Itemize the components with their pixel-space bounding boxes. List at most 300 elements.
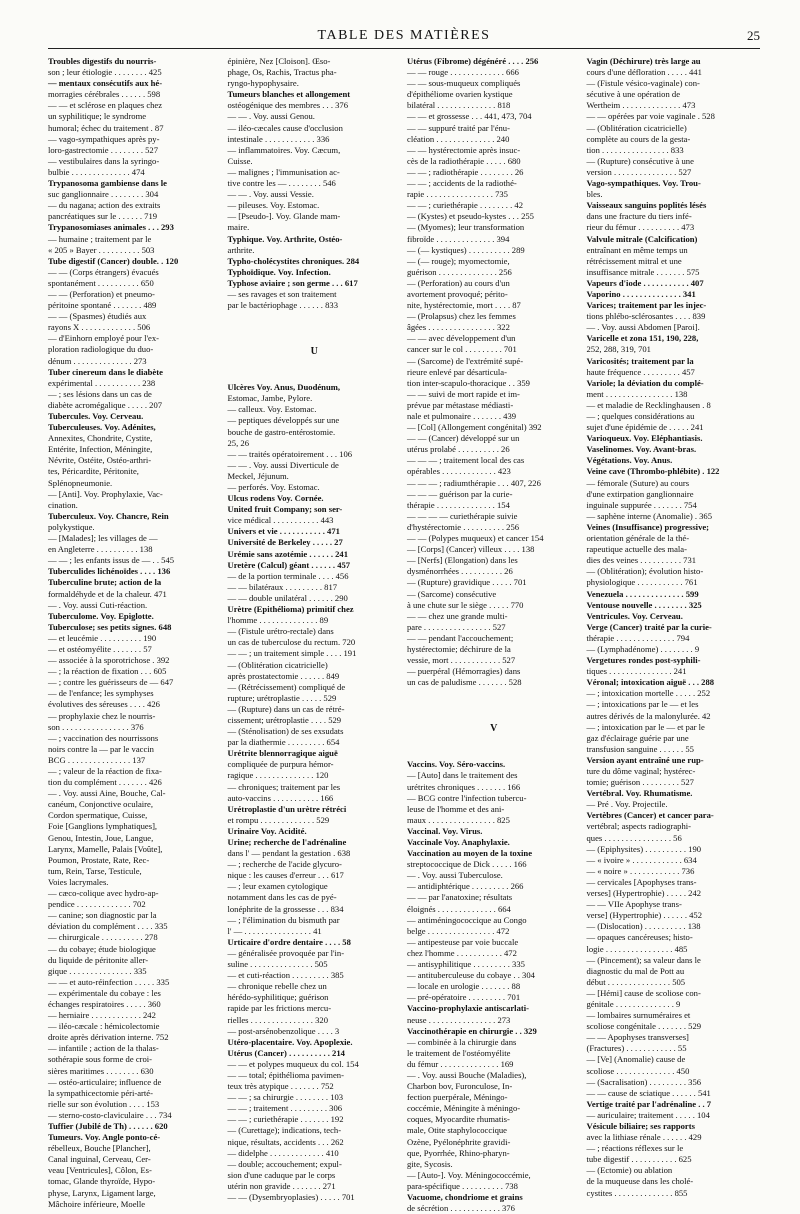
index-entry: — — et auto-réinfection . . . . . 335 <box>48 976 170 987</box>
index-entry: morragies cérébrales . . . . . . 598 <box>48 89 161 100</box>
index-entry: Vertige traité par l'adrénaline . . 7 <box>586 1098 712 1109</box>
index-entry: Entérite, Infection, Méningite, <box>48 444 153 455</box>
index-entry: — [Nerfs] (Elongation) dans les <box>407 555 518 566</box>
index-entry: — (— rouge); myomectomie, <box>407 255 510 266</box>
index-entry: — [Anti]. Voy. Prophylaxie, Vac- <box>48 488 163 499</box>
index-entry: son . . . . . . . . . . . . . . . . 376 <box>48 721 144 732</box>
index-entry: Estomac, Jambe, Pylore. <box>227 393 313 404</box>
index-entry: rieure enlevé par désarticula- <box>407 366 507 377</box>
index-entry: — antiméningococcique au Congo <box>407 914 527 925</box>
index-entry: auto-vaccins . . . . . . . . . . . 166 <box>227 792 334 803</box>
index-entry: — ; vaccination des nourrissons <box>48 732 159 743</box>
index-entry: verse] (Hypertrophie) . . . . . . 452 <box>586 910 703 921</box>
index-entry: génitale . . . . . . . . . . . . . . 9 <box>586 998 681 1009</box>
index-entry: — perforés. Voy. Estomac. <box>227 482 320 492</box>
index-entry: — [Malades]; les villages de — <box>48 533 158 544</box>
index-entry: — antidiphtérique . . . . . . . . . 266 <box>407 881 524 892</box>
index-entry: Voies lacrymales. <box>48 876 109 887</box>
index-entry: — — hystérectomie après insuc- <box>407 144 521 155</box>
index-entry: — antipesteuse par voie buccale <box>407 936 519 947</box>
index-entry: — — pendant l'accouchement; <box>407 632 514 643</box>
index-entry: — antisyphilitique . . . . . . . . . 335 <box>407 959 525 970</box>
index-entry: — — ; traitement . . . . . . . . . 306 <box>227 1103 343 1114</box>
index-entry: — et maladie de Recklinghausen . 8 <box>586 399 711 410</box>
index-entry: polykystique. <box>48 521 95 532</box>
index-entry: — — total; épithélioma pavimen- <box>227 1069 344 1080</box>
index-entry: Vertèbres (Cancer) et cancer para- <box>586 810 714 821</box>
index-entry: phage, Os, Rachis, Tractus pha- <box>227 67 337 78</box>
index-entry: Ventricules. Voy. Cerveau. <box>586 610 683 621</box>
index-entry: 25, 26 <box>227 437 249 448</box>
index-entry: — (Rupture) consécutive à une <box>586 155 694 166</box>
index-entry: Tumeurs. Voy. Angle ponto-cé- <box>48 1132 161 1143</box>
index-entry: scoliose . . . . . . . . . . . . . . 450 <box>586 1065 690 1076</box>
index-entry: hystérectomie; déchirure de la <box>407 643 511 654</box>
index-entry: rapeutique actuelle des mala- <box>586 544 687 555</box>
index-entry: Foie [Ganglions lymphatiques], <box>48 821 158 832</box>
index-entry: vessie, mort . . . . . . . . . . . . 527 <box>407 655 516 666</box>
index-entry: — opaques cancéreuses; histo- <box>586 932 693 943</box>
index-entry: Tuberculome. Voy. Epiglotte. <box>48 610 154 621</box>
index-entry: — . Voy. aussi Bouche (Maladies), <box>407 1069 527 1080</box>
index-entry: — associée à la sporotrichose . 392 <box>48 655 170 666</box>
index-entry: prévue par métastase médiasti- <box>407 399 514 410</box>
index-entry: cès de la radiothérapie . . . . . 680 <box>407 155 521 166</box>
index-entry: Ozène, Pyélonéphrite gravidi- <box>407 1136 511 1147</box>
index-entry: rieur du fémur . . . . . . . . . . 473 <box>586 222 695 233</box>
index-entry: pendice . . . . . . . . . . . . . 702 <box>48 899 146 910</box>
index-entry: humoral; échec du traitement . 87 <box>48 122 164 133</box>
index-entry: — (Kystes) et pseudo-kystes . . . 255 <box>407 211 534 222</box>
index-entry: nale et pulmonaire . . . . . . . 439 <box>407 411 517 421</box>
index-entry: scoliose congénitale . . . . . . . 529 <box>586 1021 702 1032</box>
index-entry: coques, Myocardite rhumatis- <box>407 1114 510 1125</box>
index-entry: sion d'une caduque par le corps <box>227 1169 336 1180</box>
index-entry: — locale en urologie . . . . . . . 88 <box>407 981 521 992</box>
index-entry: Utérus (Fibrome) dégénéré . . . . 256 <box>407 56 539 66</box>
index-entry: — prophylaxie chez le nourris- <box>48 710 156 721</box>
index-entry: — antituberculeuse du cobaye . . 304 <box>407 970 535 981</box>
index-entry: — — — ; traitement local des cas <box>407 455 525 466</box>
index-entry: — double; accouchement; expul- <box>227 1158 342 1169</box>
spacer <box>407 748 581 759</box>
index-entry: de la muqueuse dans les cholé- <box>586 1176 694 1187</box>
index-entry: canéum, Conjonctive oculaire, <box>48 799 153 810</box>
index-entry: cléation . . . . . . . . . . . . . . 240 <box>407 133 510 144</box>
index-entry: — herniaire . . . . . . . . . . . . 242 <box>48 1010 156 1021</box>
index-entry: cination. <box>48 499 78 510</box>
index-columns <box>48 56 760 1214</box>
index-entry: entraînant en même temps un <box>586 244 688 255</box>
index-entry: — ; valeur de la réaction de fixa- <box>48 766 162 776</box>
index-entry: — sterno-costo-claviculaire . . . 734 <box>48 1109 172 1120</box>
index-entry: Vaccinothérapie en chirurgie . . 329 <box>407 1025 537 1036</box>
index-entry: — « ivoire » . . . . . . . . . . . . 634 <box>586 854 697 865</box>
index-entry: Charbon bov, Furonculose, In- <box>407 1081 513 1092</box>
index-entry: — (Perforation) au cours d'un <box>407 277 510 288</box>
index-entry: — Pré . Voy. Projectile. <box>586 799 668 810</box>
index-entry: Valvule mitrale (Calcification) <box>586 233 698 244</box>
index-entry: Vapeurs d'iode . . . . . . . . . . . 407 <box>586 277 704 288</box>
index-entry: Typho-cholécystites chroniques. 284 <box>227 255 360 266</box>
index-entry: Typhoïdique. Voy. Infection. <box>227 266 331 277</box>
index-entry: Vaccinal. Voy. Virus. <box>407 825 483 836</box>
index-entry: Vaccino-prophylaxie antiscarlati- <box>407 1003 529 1014</box>
index-entry: maux . . . . . . . . . . . . . . . . 825 <box>407 814 510 825</box>
index-entry: 252, 288, 319, 701 <box>586 344 651 355</box>
index-entry: son ; leur étiologie . . . . . . . . 425 <box>48 67 162 78</box>
index-entry: Troubles digestifs du nourris- <box>48 56 157 66</box>
index-entry: — — Apophyses transverses] <box>586 1032 689 1043</box>
index-entry: — — (Polypes muqueux) et cancer 154 <box>407 533 544 544</box>
index-entry: Veine cave (Thrombo-phlébite) . 122 <box>586 466 720 477</box>
index-entry: Vaisseaux sanguins poplités lésés <box>586 200 707 211</box>
index-entry: Vertébral. Voy. Rhumatisme. <box>586 788 693 799</box>
index-entry: — (— kystiques) . . . . . . . . . . 289 <box>407 244 525 255</box>
index-entry: Vagin (Déchirure) très large au <box>586 56 701 66</box>
index-entry: Univers et vie . . . . . . . . . . . 471 <box>227 526 340 537</box>
index-entry: Vago-sympathiques. Voy. Trou- <box>586 178 701 189</box>
index-entry: — ; intoxication mortelle . . . . . 252 <box>586 688 711 699</box>
index-entry: — — sous-muqueux compliqués <box>407 78 521 89</box>
index-entry: à une chute sur le siège . . . . . 770 <box>407 599 524 610</box>
index-entry: — [Pseudo-]. Voy. Glande mam- <box>227 211 341 222</box>
index-entry: expérimental . . . . . . . . . . . 238 <box>48 377 156 388</box>
index-entry: Vésicule biliaire; ses rapports <box>586 1121 695 1131</box>
index-entry: — (Sarcome) de l'extrémité supé- <box>407 355 524 366</box>
index-entry: — — cause de sciatique . . . . . . 541 <box>586 1087 711 1098</box>
index-entry: Larynx, Mamelle, Palais [Voûte], <box>48 843 163 854</box>
index-entry: — — suivi de mort rapide et im- <box>407 388 520 399</box>
index-entry: épinière, Nez [Cloison]. Œso- <box>227 56 331 66</box>
index-entry: — — et polypes muqueux du col. 154 <box>227 1058 359 1069</box>
index-entry: Wertheim . . . . . . . . . . . . . . 473 <box>586 100 696 111</box>
index-entry: — — par l'anatoxine; résultats <box>407 892 513 903</box>
index-entry: coccémie, Méningite à méningo- <box>407 1103 521 1114</box>
index-entry: — ; contre les guérisseurs de — 647 <box>48 677 174 688</box>
index-entry: — (Fistule urétro-rectale) dans <box>227 626 334 637</box>
index-entry: Typhique. Voy. Arthrite, Ostéo- <box>227 233 343 244</box>
index-entry: haute fréquence . . . . . . . . . 457 <box>586 366 695 377</box>
index-entry: — et cuti-réaction . . . . . . . . . 385 <box>227 970 344 981</box>
index-entry: — — — ; radiumthérapie . . . 407, 226 <box>407 477 541 488</box>
spacer <box>228 371 402 382</box>
index-entry: d'épithéliome ovarien kystique <box>407 89 513 100</box>
index-entry: — — ; accidents de la radiothé- <box>407 178 517 189</box>
index-entry: version . . . . . . . . . . . . . . . 527 <box>586 166 692 177</box>
index-entry: — (Oblitération); évolution histo- <box>586 566 704 577</box>
index-entry: physe, Larynx, Ligament large, <box>48 1187 156 1198</box>
index-entry: tion inter-scapulo-thoracique . . 359 <box>407 377 530 388</box>
index-entry: — ; ses lésions dans un cas de <box>48 388 152 399</box>
index-entry: après prostatectomie . . . . . . 849 <box>227 670 340 681</box>
index-entry: ques . . . . . . . . . . . . . . . . 56 <box>586 832 682 843</box>
index-entry: — vago-sympathiques après py- <box>48 133 160 144</box>
index-entry: — (Prolapsus) chez les femmes <box>407 311 516 322</box>
index-entry: — humaine ; traitement par le <box>48 233 152 244</box>
index-entry: Urémie sans azotémie . . . . . . 241 <box>227 548 349 559</box>
index-entry: « 205 » Bayer . . . . . . . . . . 503 <box>48 244 155 255</box>
index-entry: — [Ve] (Anomalie) cause de <box>586 1054 686 1065</box>
index-entry: cissement; urétroplastie . . . . 529 <box>227 714 342 725</box>
index-entry: Canal inguinal, Cerveau, Cer- <box>48 1154 151 1165</box>
index-entry: tomac, Glande thyroïde, Hypo- <box>48 1176 156 1187</box>
index-entry: rielle sur son évolution . . . . 153 <box>48 1098 160 1109</box>
index-entry: Vacuome, chondriome et grains <box>407 1192 523 1202</box>
index-entry: — combinée à la chirurgie dans <box>407 1036 517 1047</box>
index-entry: éloignés . . . . . . . . . . . . . . 664 <box>407 903 511 914</box>
index-entry: l' — . . . . . . . . . . . . . . . . 41 <box>227 925 322 936</box>
index-entry: diagnostic du mal de Pott au <box>586 965 685 976</box>
index-entry: gique . . . . . . . . . . . . . . . 335 <box>48 965 147 976</box>
index-entry: sières maritimes . . . . . . . . 630 <box>48 1065 154 1076</box>
spacer <box>228 322 402 333</box>
index-entry: — iléo-cæcale : hémicolectomie <box>48 1021 160 1032</box>
index-entry: — ; quelques considérations au <box>586 411 695 421</box>
section-letter: V <box>490 723 498 735</box>
index-entry: insuffisance mitrale . . . . . . . 575 <box>586 266 700 277</box>
index-entry: male, Otite staphylococcique <box>407 1125 507 1136</box>
index-entry: — BCG contre l'infection tubercu- <box>407 792 527 803</box>
section-letter: U <box>310 346 318 358</box>
index-entry: cystites . . . . . . . . . . . . . . 855 <box>586 1187 688 1198</box>
index-entry: — d'Einhorn employé pour l'ex- <box>48 333 159 344</box>
index-entry: échanges respiratoires . . . . . 360 <box>48 998 161 1009</box>
index-entry: ploration radiologique du duo- <box>48 344 154 355</box>
index-entry: Uretère (Calcul) géant . . . . . . 457 <box>227 559 351 570</box>
index-entry: Annexites, Chondrite, Cystite, <box>48 433 153 444</box>
index-entry: vice médical . . . . . . . . . . . 443 <box>227 515 334 526</box>
index-entry: bouche de gastro-entérostomie. <box>227 426 336 437</box>
index-entry: — inflammatoires. Voy. Cæcum, <box>227 144 341 155</box>
index-entry: — chronique rebelle chez un <box>227 981 327 992</box>
index-entry: — ; intoxication par le — et par le <box>586 721 705 732</box>
index-entry: ostéogénique des membres . . . 376 <box>227 100 349 111</box>
page-title: TABLE DES MATIÈRES <box>317 28 491 43</box>
index-entry: Végétations. Voy. Anus. <box>586 455 673 466</box>
index-entry: — (Sténolisation) de ses exsudats <box>227 726 344 737</box>
index-entry: — — . Voy. aussi Vessie. <box>227 189 314 200</box>
index-entry: guérison . . . . . . . . . . . . . . 256 <box>407 266 512 277</box>
index-entry: — pré-opératoire . . . . . . . . . 701 <box>407 992 521 1003</box>
index-entry: orientation générale de la thé- <box>586 533 690 544</box>
index-entry: Urétrite blennorragique aiguë <box>227 748 338 759</box>
index-entry: Urètre (Epithélioma) primitif chez <box>227 604 354 615</box>
index-entry: — pileuses. Voy. Estomac. <box>227 200 320 211</box>
index-entry: par le bactériophage . . . . . . 833 <box>227 300 338 311</box>
index-entry: ment . . . . . . . . . . . . . . . . 138 <box>586 388 688 399</box>
index-entry: bilatéral . . . . . . . . . . . . . . 818 <box>407 100 511 111</box>
index-entry: pancréatiques sur le . . . . . . 719 <box>48 211 158 222</box>
index-entry: évolutives des séreuses . . . . 426 <box>48 699 160 710</box>
index-entry: — — ; sa chirurgie . . . . . . . . 103 <box>227 1092 344 1103</box>
index-entry: dénum . . . . . . . . . . . . . . 273 <box>48 355 147 366</box>
index-entry: physiologique . . . . . . . . . . . 761 <box>586 577 698 588</box>
index-entry: dans une fracture du tiers infé- <box>586 211 692 222</box>
index-entry: formaldéhyde et de la chaleur. 471 <box>48 588 167 599</box>
index-entry: Vaccinale Voy. Anaphylaxie. <box>407 837 510 847</box>
index-entry: Trypanosoma gambiense dans le <box>48 178 167 189</box>
index-entry: — (Sacralisation) . . . . . . . . . 356 <box>586 1076 702 1087</box>
index-entry: transfusion sanguine . . . . . . 55 <box>586 743 694 754</box>
index-entry: Vaccins. Voy. Séro-vaccins. <box>407 759 506 770</box>
index-entry: sothérapie sous forme de croi- <box>48 1054 153 1065</box>
index-entry: péritoine spontané . . . . . . . 489 <box>48 300 157 311</box>
index-entry: — . Voy. aussi Abdomen [Paroi]. <box>586 322 700 333</box>
index-entry: ragique . . . . . . . . . . . . . . 120 <box>227 770 329 781</box>
index-entry: Tubercules. Voy. Cerveau. <box>48 411 144 421</box>
index-column-3 <box>407 56 581 1214</box>
index-entry: — et ostéomyélite . . . . . . . 57 <box>48 643 152 654</box>
index-entry: para-spécifique . . . . . . . . . . 738 <box>407 1180 518 1191</box>
index-entry: notamment dans les cas de pyé- <box>227 892 337 903</box>
index-entry: thérapie . . . . . . . . . . . . . . 794 <box>586 632 690 643</box>
index-entry: âgées . . . . . . . . . . . . . . . . 322 <box>407 322 510 333</box>
index-entry: de sécrétion . . . . . . . . . . . . 376 <box>407 1203 515 1214</box>
index-entry: — ostéo-articulaire; influence de <box>48 1076 162 1087</box>
index-entry: — auriculaire; traitement . . . . . 104 <box>586 1109 710 1120</box>
index-entry: Utéro-placentaire. Voy. Apoplexie. <box>227 1036 353 1047</box>
index-entry: — iléo-cæcales cause d'occlusion <box>227 122 343 133</box>
index-entry: — de la portion terminale . . . . 456 <box>227 570 349 581</box>
index-entry: — ; leur examen cytologique <box>227 881 328 892</box>
index-entry: — — ; radiothérapie . . . . . . . . 26 <box>407 166 524 177</box>
index-entry: — (Oblitération cicatricielle) <box>227 659 328 670</box>
index-entry: Varicosités; traitement par la <box>586 355 694 366</box>
index-entry: — malignes ; l'immunisation ac- <box>227 166 340 177</box>
index-entry: — (Rupture) gravidique . . . . . 701 <box>407 577 527 588</box>
index-entry: ryngo-hypophysaire. <box>227 78 299 89</box>
index-entry: Névrite, Ostéite, Ostéo-arthri- <box>48 455 152 466</box>
index-entry: bles. <box>586 189 603 200</box>
index-entry: dies des veines . . . . . . . . . . 731 <box>586 555 697 566</box>
index-entry: — « noire » . . . . . . . . . . . . 736 <box>586 865 695 876</box>
index-entry: urétrites chroniques . . . . . . . 166 <box>407 781 521 792</box>
index-entry: — et leucémie . . . . . . . . . . 190 <box>48 632 157 643</box>
index-column-2 <box>227 56 402 1202</box>
index-entry: — (Oblitération cicatricielle) <box>586 122 687 133</box>
index-entry: — — et sclérose en plaques chez <box>48 100 163 111</box>
index-entry: — ; la réaction de fixation . . . 605 <box>48 666 167 677</box>
index-entry: fibroïde . . . . . . . . . . . . . . 394 <box>407 233 510 244</box>
index-entry: début . . . . . . . . . . . . . . . 505 <box>586 976 686 987</box>
spacer <box>407 688 581 699</box>
index-entry: Urétroplastie d'un urètre rétréci <box>227 803 347 814</box>
index-entry: United fruit Company; son ser- <box>227 504 343 515</box>
index-entry: Véronal; intoxication aiguë . . . 288 <box>586 677 715 688</box>
index-entry: — — suppuré traité par l'énu- <box>407 122 510 133</box>
index-entry: ture du dôme vaginal; hystérec- <box>586 766 696 776</box>
index-entry: — ; réactions réflexes sur le <box>586 1143 684 1154</box>
index-entry: — — ; curiethérapie . . . . . . . . 42 <box>407 200 523 211</box>
index-entry: suc ganglionnaire . . . . . . . . 304 <box>48 189 159 200</box>
index-entry: rayons X . . . . . . . . . . . . . 506 <box>48 322 151 333</box>
index-entry: — [Auto] dans le traitement des <box>407 770 518 781</box>
index-entry: Venezuela . . . . . . . . . . . . . . 599 <box>586 588 699 599</box>
index-entry: — — (Cancer) développé sur un <box>407 433 520 444</box>
index-entry: rébelleux, Bouche [Plancher], <box>48 1143 151 1154</box>
index-entry: par la diathermie . . . . . . . . . 654 <box>227 737 340 748</box>
index-entry: Tuberculose; ses petits signes. 648 <box>48 621 172 632</box>
index-entry: — (Rétrécissement) compliqué de <box>227 681 346 692</box>
index-entry: cancer sur le col . . . . . . . . . 701 <box>407 344 517 355</box>
index-entry: nite, hystérectomie, mort . . . . 87 <box>407 300 521 311</box>
index-entry: — lombaires surnuméraires et <box>586 1010 691 1021</box>
index-entry: verses] (Hypertrophie) . . . . . 242 <box>586 888 702 899</box>
index-entry: Tuberculine brute; action de la <box>48 577 162 588</box>
index-entry: — [Corps] (Cancer) villeux . . . . 138 <box>407 544 535 555</box>
spacer <box>407 699 581 710</box>
index-entry: sécutive à une opération de <box>586 89 681 100</box>
index-entry: — — VIIe Apophyse trans- <box>586 899 682 910</box>
index-entry: opérables . . . . . . . . . . . . . 423 <box>407 466 511 477</box>
index-entry: — canine; son diagnostic par la <box>48 910 157 921</box>
index-entry: — ; l'élimination du bismuth par <box>227 914 340 925</box>
index-entry: un cas de paludisme . . . . . . . 528 <box>407 677 522 688</box>
index-entry: Tumeurs blanches et allongement <box>227 89 351 100</box>
index-entry: — — — guérison par la curie- <box>407 488 513 499</box>
index-entry: — du cobaye; étude biologique <box>48 943 156 954</box>
index-entry: — — ; curiethérapie . . . . . . . 192 <box>227 1114 344 1125</box>
index-entry: — vestibulaires dans la syringo- <box>48 155 160 166</box>
index-entry: intestinale . . . . . . . . . . . . 336 <box>227 133 330 144</box>
index-entry: — (Sarcome) consécutive <box>407 588 497 599</box>
index-entry: Vaporino . . . . . . . . . . . . . . 341 <box>586 288 696 299</box>
index-entry: — infantile ; action de la thalas- <box>48 1043 159 1054</box>
index-entry: — [Col] (Allongement congénital) 392 <box>407 422 542 433</box>
index-entry: rétrécissement mitral et une <box>586 255 682 266</box>
index-entry: suline . . . . . . . . . . . . . . . 505 <box>227 959 328 970</box>
index-entry: Trypanosomiases animales . . . 293 <box>48 222 174 233</box>
index-entry: fection puerpérale, Méningo- <box>407 1092 508 1103</box>
index-entry: Genou, Intestin, Joue, Langue, <box>48 832 154 843</box>
index-entry: bulbie . . . . . . . . . . . . . . 474 <box>48 166 145 177</box>
index-entry: Ventouse nouvelle . . . . . . . . 325 <box>586 599 702 610</box>
index-entry: veau [Ventricules], Côlon, Es- <box>48 1165 152 1176</box>
index-entry: droite après dérivation interne. 752 <box>48 1032 169 1043</box>
index-entry: tion du complément . . . . . . . 426 <box>48 777 162 788</box>
index-entry: maire. <box>227 222 250 233</box>
index-entry: tube digestif . . . . . . . . . . . 625 <box>586 1154 692 1165</box>
index-entry: — — bilatéraux . . . . . . . . . 817 <box>227 581 338 592</box>
index-entry: Urine; recherche de l'adrénaline <box>227 837 347 847</box>
index-entry: tive contre les — . . . . . . . . 546 <box>227 178 336 189</box>
index-entry: — [Hémi] cause de scoliose con- <box>586 987 701 998</box>
index-entry: un syphilitique; le syndrome <box>48 111 147 122</box>
index-entry: — (Epiphysites) . . . . . . . . . . 190 <box>586 843 702 854</box>
index-entry: Utérus (Cancer) . . . . . . . . . . 214 <box>227 1047 345 1058</box>
index-entry: — ses ravages et son traitement <box>227 288 337 299</box>
index-entry: rapide par les frictions mercu- <box>227 1003 332 1014</box>
index-entry: — [Auto-]. Voy. Méningococcémie, <box>407 1169 531 1180</box>
index-entry: — puerpéral (Hémorragies) dans <box>407 666 521 677</box>
index-entry: — de l'enfance; les symphyses <box>48 688 154 699</box>
index-entry: inguinale suppurée . . . . . . . 754 <box>586 499 697 510</box>
index-entry: — cervicales [Apophyses trans- <box>586 876 697 887</box>
index-entry: Tuffier (Jubilé de Th) . . . . . . 620 <box>48 1121 168 1131</box>
index-entry: avortement provoqué; périto- <box>407 288 508 299</box>
index-entry: noirs contre la — par le vaccin <box>48 743 154 754</box>
index-entry: sujet d'une épidémie de . . . . . 241 <box>586 422 704 433</box>
index-entry: d'hystérectomie . . . . . . . . . . 256 <box>407 521 520 532</box>
index-entry: la sympathicectomie péri-arté- <box>48 1087 153 1098</box>
index-entry: — — ; les enfants issus de — . . 545 <box>48 555 175 566</box>
index-entry: vertébral; aspects radiographi- <box>586 821 692 832</box>
index-entry: dans l' — pendant la gestation . 638 <box>227 848 351 859</box>
index-entry: — du nagana; action des extraits <box>48 200 161 211</box>
index-entry: tes, Péricardite, Péritonite, <box>48 466 139 477</box>
index-entry: en Angleterre . . . . . . . . . . 138 <box>48 544 153 555</box>
